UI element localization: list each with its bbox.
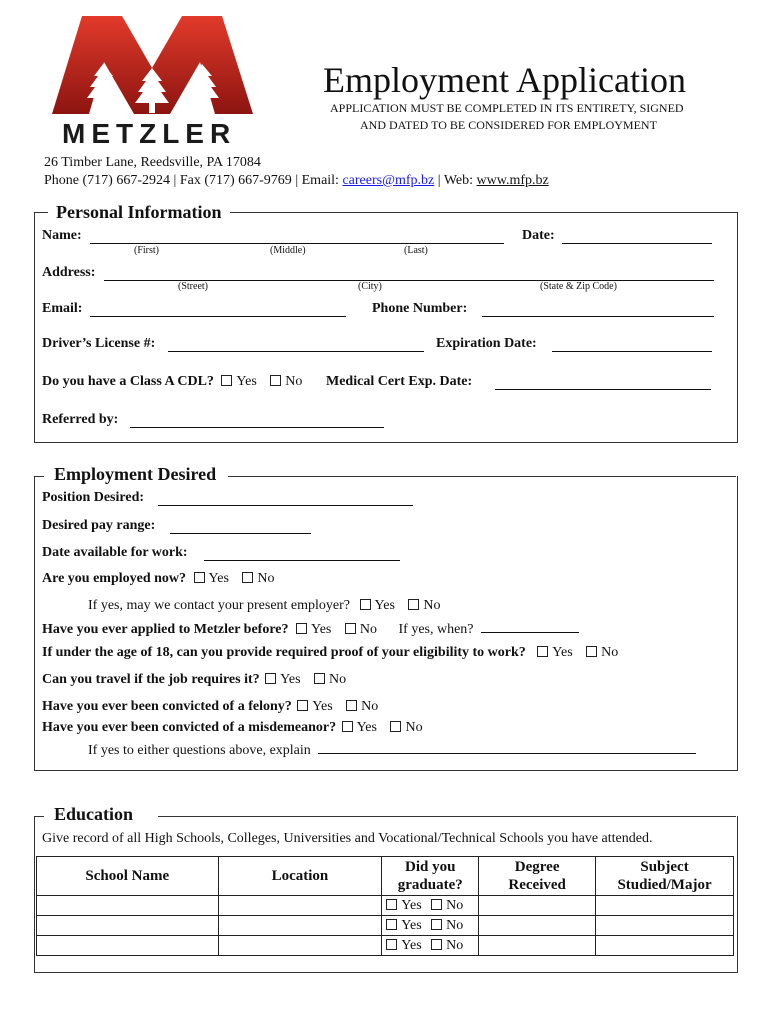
employment-top-rule xyxy=(34,476,44,477)
yes-label: Yes xyxy=(401,917,422,933)
graduate-cell xyxy=(382,916,479,936)
col-graduate xyxy=(382,857,479,896)
col-graduate-line1: Did you xyxy=(405,859,456,875)
travel-yes-checkbox[interactable] xyxy=(265,673,276,684)
col-school-name: School Name xyxy=(37,857,219,896)
yes-label: Yes xyxy=(401,937,422,953)
explain-row xyxy=(88,740,696,759)
no-label: No xyxy=(329,672,347,687)
no-label: No xyxy=(446,917,464,933)
yes-label: Yes xyxy=(356,720,377,735)
separator: | xyxy=(295,173,299,188)
address-field[interactable] xyxy=(104,265,714,281)
cdl-row xyxy=(42,374,302,390)
first-hint: (First) xyxy=(134,245,159,256)
date-label: Date: xyxy=(522,228,555,243)
employed-now-label: Are you employed now? xyxy=(42,571,187,586)
position-label: Position Desired: xyxy=(42,490,145,505)
degree-cell[interactable] xyxy=(479,916,596,936)
name-field[interactable] xyxy=(90,228,504,244)
pay-field[interactable] xyxy=(170,518,311,534)
street-hint: (Street) xyxy=(178,281,208,292)
degree-cell[interactable] xyxy=(479,896,596,916)
table-row xyxy=(37,896,734,916)
graduate-yes-checkbox[interactable] xyxy=(386,919,397,930)
misdemeanor-no-checkbox[interactable] xyxy=(390,721,401,732)
expiration-field[interactable] xyxy=(552,336,712,352)
no-label: No xyxy=(361,699,379,714)
no-label: No xyxy=(285,374,303,389)
col-degree-line2: Received xyxy=(508,877,566,893)
degree-cell[interactable] xyxy=(479,936,596,956)
location-cell[interactable] xyxy=(218,916,382,936)
contact-no-checkbox[interactable] xyxy=(408,599,419,610)
phone-field[interactable] xyxy=(482,301,714,317)
yes-label: Yes xyxy=(236,374,257,389)
yes-label: Yes xyxy=(401,897,422,913)
phone-label: Phone Number: xyxy=(372,301,468,316)
location-cell[interactable] xyxy=(218,936,382,956)
col-degree-line1: Degree xyxy=(514,859,560,875)
personal-section-title: Personal Information xyxy=(48,202,230,223)
applied-yes-checkbox[interactable] xyxy=(296,623,307,634)
state-zip-hint: (State & Zip Code) xyxy=(540,281,617,292)
notice-line-1: APPLICATION MUST BE COMPLETED IN ITS ENTIRETY, SIGNED xyxy=(330,101,684,115)
email-label: Email: xyxy=(301,173,339,188)
contact-row xyxy=(88,598,441,614)
no-label: No xyxy=(423,598,441,613)
yes-label: Yes xyxy=(374,598,395,613)
table-row xyxy=(37,916,734,936)
medical-field[interactable] xyxy=(495,374,711,390)
name-label: Name: xyxy=(42,228,82,243)
city-hint: (City) xyxy=(358,281,382,292)
travel-row xyxy=(42,672,346,688)
yes-label: Yes xyxy=(280,672,301,687)
if-when-label: If yes, when? xyxy=(398,622,474,637)
col-subject-line1: Subject xyxy=(640,859,689,875)
license-field[interactable] xyxy=(168,336,424,352)
applied-row xyxy=(42,619,579,638)
employed-now-row xyxy=(42,571,275,587)
email-field[interactable] xyxy=(90,301,346,317)
yes-label: Yes xyxy=(311,622,332,637)
graduate-yes-checkbox[interactable] xyxy=(386,899,397,910)
no-label: No xyxy=(446,897,464,913)
education-section-title: Education xyxy=(46,804,141,825)
graduate-cell xyxy=(382,936,479,956)
no-label: No xyxy=(359,622,377,637)
applied-when-field[interactable] xyxy=(481,619,579,633)
misdemeanor-label: Have you ever been convicted of a misdemeanor? xyxy=(42,720,337,735)
education-instructions: Give record of all High Schools, Colleges, Universities and Vocational/Technical Schools you have attended. xyxy=(42,831,653,846)
location-cell[interactable] xyxy=(218,896,382,916)
graduate-cell xyxy=(382,896,479,916)
no-label: No xyxy=(446,937,464,953)
felony-no-checkbox[interactable] xyxy=(346,700,357,711)
education-top-rule xyxy=(34,816,44,817)
graduate-yes-checkbox[interactable] xyxy=(386,939,397,950)
referred-label: Referred by: xyxy=(42,412,119,427)
separator: | xyxy=(437,173,441,188)
employment-top-rule xyxy=(228,476,736,477)
separator: | xyxy=(173,173,177,188)
misdemeanor-row xyxy=(42,720,423,736)
table-row xyxy=(37,936,734,956)
yes-label: Yes xyxy=(552,645,573,660)
web-label: Web: xyxy=(443,173,474,188)
explain-field[interactable] xyxy=(318,740,696,754)
explain-label: If yes to either questions above, explain xyxy=(88,743,311,758)
school-name-cell[interactable] xyxy=(37,916,219,936)
contact-line xyxy=(44,173,549,189)
subject-cell[interactable] xyxy=(596,916,734,936)
felony-yes-checkbox[interactable] xyxy=(297,700,308,711)
age-label: If under the age of 18, can you provide required proof of your eligibility to work? xyxy=(42,645,526,660)
middle-hint: (Middle) xyxy=(270,245,306,256)
employed-no-checkbox[interactable] xyxy=(242,572,253,583)
employment-section-title: Employment Desired xyxy=(46,464,224,485)
email-label: Email: xyxy=(42,301,83,316)
travel-no-checkbox[interactable] xyxy=(314,673,325,684)
notice-line-2: AND DATED TO BE CONSIDERED FOR EMPLOYMENT xyxy=(360,118,657,132)
travel-label: Can you travel if the job requires it? xyxy=(42,672,260,687)
graduate-no-checkbox[interactable] xyxy=(431,939,442,950)
license-label: Driver’s License #: xyxy=(42,336,156,351)
last-hint: (Last) xyxy=(404,245,428,256)
medical-label: Medical Cert Exp. Date: xyxy=(326,374,473,389)
address-label: Address: xyxy=(42,265,96,280)
felony-row xyxy=(42,699,378,715)
education-table xyxy=(36,856,734,956)
applied-label: Have you ever applied to Metzler before? xyxy=(42,622,289,637)
employed-yes-checkbox[interactable] xyxy=(194,572,205,583)
subject-cell[interactable] xyxy=(596,896,734,916)
graduate-no-checkbox[interactable] xyxy=(431,899,442,910)
applied-no-checkbox[interactable] xyxy=(345,623,356,634)
no-label: No xyxy=(601,645,619,660)
position-field[interactable] xyxy=(158,490,413,506)
pay-label: Desired pay range: xyxy=(42,518,156,533)
felony-label: Have you ever been convicted of a felony? xyxy=(42,699,292,714)
available-label: Date available for work: xyxy=(42,545,188,560)
company-address: 26 Timber Lane, Reedsville, PA 17084 xyxy=(44,155,261,170)
col-subject-line2: Studied/Major xyxy=(617,877,712,893)
subject-cell[interactable] xyxy=(596,936,734,956)
graduate-no-checkbox[interactable] xyxy=(431,919,442,930)
cdl-label: Do you have a Class A CDL? xyxy=(42,374,214,389)
col-location: Location xyxy=(218,857,382,896)
school-name-cell[interactable] xyxy=(37,896,219,916)
email-link[interactable]: careers@mfp.bz xyxy=(342,173,435,188)
age-row xyxy=(42,645,618,661)
age-no-checkbox[interactable] xyxy=(586,646,597,657)
education-header-row xyxy=(37,857,734,896)
no-label: No xyxy=(405,720,423,735)
col-subject xyxy=(596,857,734,896)
expiration-label: Expiration Date: xyxy=(436,336,537,351)
phone-text: Phone (717) 667-2924 xyxy=(44,173,170,188)
education-top-rule xyxy=(158,816,736,817)
available-field[interactable] xyxy=(204,545,400,561)
contact-label: If yes, may we contact your present employer? xyxy=(88,598,351,613)
misdemeanor-yes-checkbox[interactable] xyxy=(342,721,353,732)
date-field[interactable] xyxy=(562,228,712,244)
school-name-cell[interactable] xyxy=(37,936,219,956)
page-title: Employment Application xyxy=(323,60,686,100)
web-link[interactable]: www.mfp.bz xyxy=(476,173,549,188)
cdl-yes-checkbox[interactable] xyxy=(221,375,232,386)
cdl-no-checkbox[interactable] xyxy=(270,375,281,386)
yes-label: Yes xyxy=(208,571,229,586)
age-yes-checkbox[interactable] xyxy=(537,646,548,657)
contact-yes-checkbox[interactable] xyxy=(360,599,371,610)
col-degree xyxy=(479,857,596,896)
logo-wordmark: METZLER xyxy=(62,118,237,149)
no-label: No xyxy=(257,571,275,586)
fax-text: Fax (717) 667-9769 xyxy=(179,173,292,188)
col-graduate-line2: graduate? xyxy=(397,877,463,893)
referred-field[interactable] xyxy=(130,412,384,428)
yes-label: Yes xyxy=(312,699,333,714)
